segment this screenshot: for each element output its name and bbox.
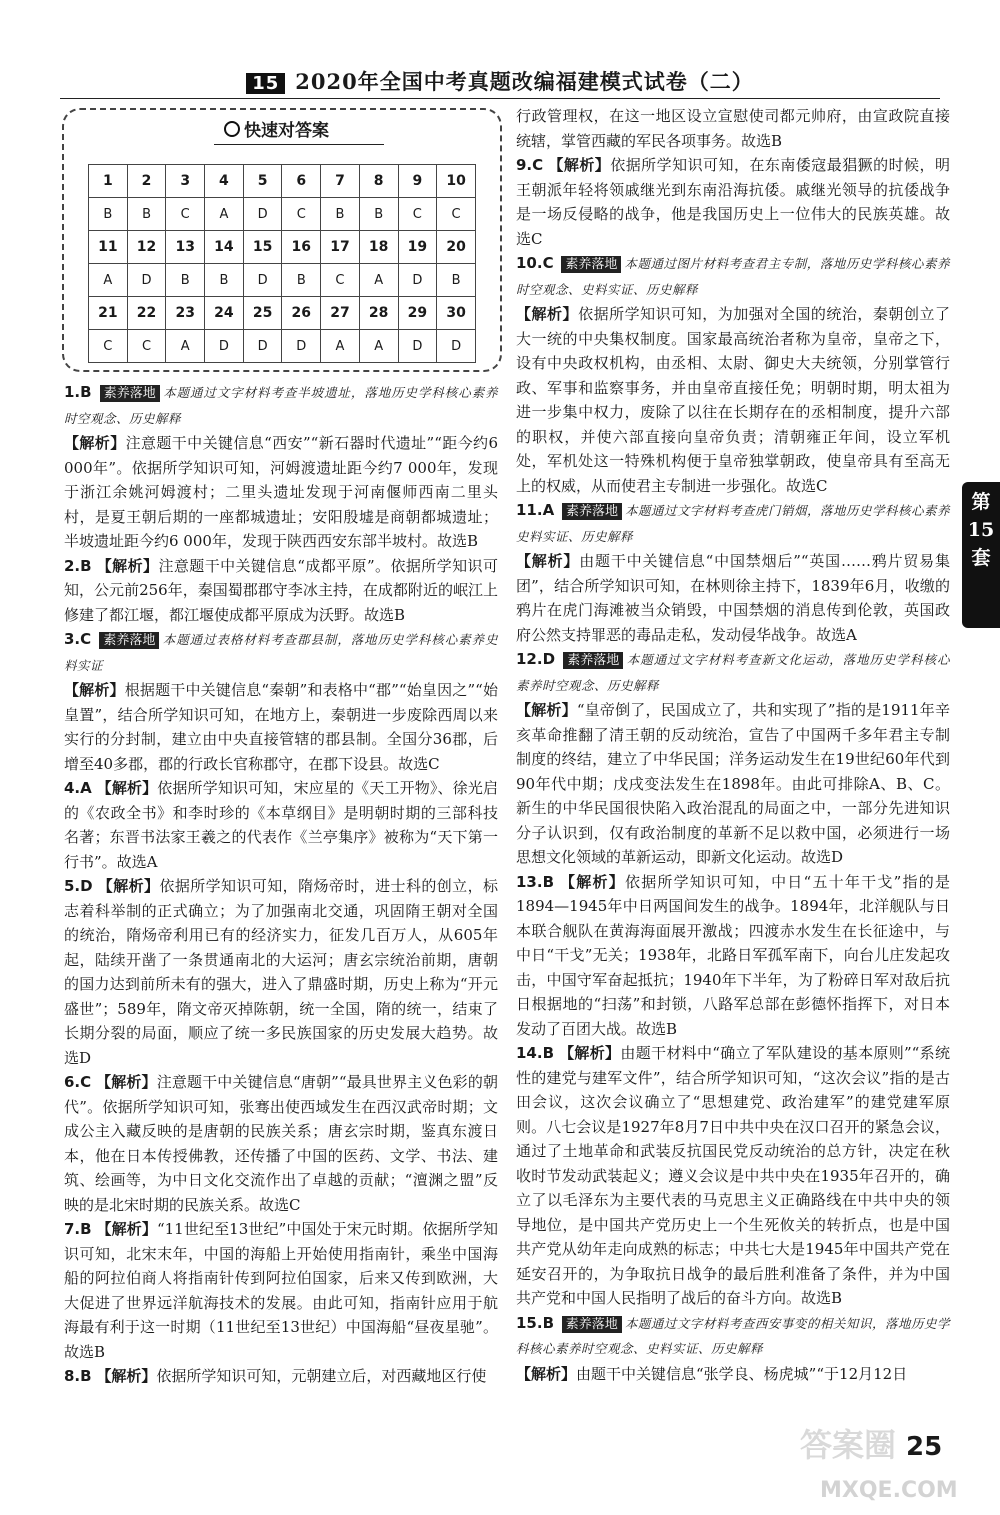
question-number-cell: 9 <box>398 165 437 198</box>
answer-cell: B <box>282 264 321 297</box>
item-body: 【解析】依据所学知识可知，隋炀帝时，进士科的创立，标志着科举制的正式确立；为了加强南北交通，巩固隋王朝对全国的统治，隋炀帝利用已有的经济实力，征发几百万人，从605年起，陆续开凿了一条贯通南北的大运河；唐玄宗统治前期，唐朝的国力达到前所未有的强大，进入了鼎盛时期，历史上称为“开元盛世”；589年，隋文帝灭掉陈朝，统一全国，隋的统一，结束了长期分裂的局面，顺应了统一多民族国家的历史发展大趋势。故选D <box>64 877 498 1067</box>
item-body: 【解析】根据题干中关键信息“秦朝”和表格中“郡”“始皇因之”“始皇置”，结合所学知识可知，在地方上，秦朝进一步废除西周以来实行的分封制，建立由中央直接管辖的郡县制。全国分36郡，后增至40多郡，郡的行政长官称郡守，在郡下设县。故选C <box>64 681 498 773</box>
side-tab: 第15套 <box>962 482 1000 628</box>
answer-title-underline <box>214 144 384 145</box>
item-intro: 本题通过图片材料考查君主专制，落地历史学科核心素养时空观念、史料实证、历史解释 <box>516 256 950 297</box>
question-number-cell: 19 <box>398 231 437 264</box>
item-number: 1.B <box>64 383 92 401</box>
answer-cell: D <box>398 264 437 297</box>
answer-cell: A <box>359 264 398 297</box>
answer-cell: C <box>166 198 205 231</box>
item-number: 10.C <box>516 254 554 272</box>
analysis-marker: 【解析】 <box>516 701 577 719</box>
literacy-tag: 素养落地 <box>563 652 623 669</box>
answer-explanation <box>64 776 498 874</box>
question-number-cell: 16 <box>282 231 321 264</box>
item-body: 行政管理权，在这一地区设立宣慰使司都元帅府，由宣政院直接统辖，掌管西藏的军民各项事务。故选B <box>516 107 950 150</box>
answer-row <box>89 264 476 297</box>
literacy-tag: 素养落地 <box>99 632 159 649</box>
item-intro: 本题通过文字材料考查西安事变的相关知识，落地历史学科核心素养时空观念、史料实证、历史解释 <box>516 1315 950 1356</box>
question-number-cell: 22 <box>127 297 166 330</box>
question-number-cell: 11 <box>89 231 128 264</box>
question-number-cell: 23 <box>166 297 205 330</box>
answer-explanation <box>516 153 950 251</box>
analysis-marker: 【解析】 <box>560 872 625 891</box>
watermark-url: MXQE.COM <box>820 1478 958 1503</box>
test-title: 2020年全国中考真题改编福建模式试卷（二） <box>295 69 754 94</box>
question-number-cell: 27 <box>321 297 360 330</box>
analysis-marker: 【解析】 <box>96 779 158 797</box>
item-body: 【解析】注意题干中关键信息“西安”“新石器时代遗址”“距今约6 000年”。依据所学知识可知，河姆渡遗址距今约7 000年，发现于浙江余姚河姆渡村；二里头遗址发现于河南偃师西南二里头村，是夏王朝后期的一座都城遗址；安阳殷墟是商朝都城遗址；半坡遗址距今约6 000年，发现于陕西西安东部半坡村。故选B <box>64 434 498 550</box>
analysis-marker: 【解析】 <box>516 305 579 323</box>
answer-explanation <box>64 1217 498 1364</box>
item-number: 13.B <box>516 872 555 891</box>
answer-box <box>62 108 502 372</box>
question-number-cell: 20 <box>437 231 476 264</box>
answer-explanation <box>516 251 950 498</box>
question-number-row <box>89 231 476 264</box>
question-number-cell: 15 <box>243 231 282 264</box>
item-number: 2.B <box>64 556 92 575</box>
right-column <box>516 104 950 1386</box>
item-intro: 本题通过表格材料考查郡县制，落地历史学科核心素养史料实证 <box>64 632 498 673</box>
answer-cell: D <box>127 264 166 297</box>
page-number: 25 <box>906 1432 943 1462</box>
answer-explanation <box>516 498 950 647</box>
question-number-cell: 1 <box>89 165 128 198</box>
answer-explanation <box>64 1070 498 1217</box>
answer-cell: C <box>398 198 437 231</box>
analysis-marker: 【解析】 <box>64 434 126 452</box>
answer-cell: D <box>243 330 282 363</box>
answer-cell: D <box>282 330 321 363</box>
item-number: 6.C <box>64 1073 92 1091</box>
question-number-cell: 6 <box>282 165 321 198</box>
test-number-badge: 15 <box>246 73 285 94</box>
answer-cell: A <box>89 264 128 297</box>
answer-cell: C <box>89 330 128 363</box>
item-body: 【解析】依据所学知识可知，宋应星的《天工开物》、徐光启的《农政全书》和李时珍的《本草纲目》是明朝时期的三部科技名著；东晋书法家王羲之的代表作《兰亭集序》被称为“天下第一行书”。故选A <box>64 779 498 871</box>
analysis-marker: 【解析】 <box>96 1367 157 1385</box>
answer-cell: B <box>359 198 398 231</box>
literacy-tag: 素养落地 <box>562 503 622 520</box>
answer-cell: D <box>243 198 282 231</box>
question-number-cell: 26 <box>282 297 321 330</box>
item-number: 5.D <box>64 877 93 895</box>
item-body: 【解析】依据所学知识可知，元朝建立后，对西藏地区行使 <box>96 1367 487 1385</box>
answer-cell: C <box>321 264 360 297</box>
item-number: 4.A <box>64 779 92 797</box>
answer-cell: B <box>437 264 476 297</box>
item-intro: 本题通过文字材料考查新文化运动，落地历史学科核心素养时空观念、历史解释 <box>516 652 950 693</box>
analysis-marker: 【解析】 <box>516 552 580 570</box>
item-body: 【解析】“11世纪至13世纪”中国处于宋元时期。依据所学知识可知，北宋末年，中国的海船上开始使用指南针，乘坐中国海船的阿拉伯商人将指南针传到阿拉伯国家，后来又传到欧洲，大大促进了世界远洋航海技术的发展。由此可知，指南针应用于航海最有利于这一时期（11世纪至13世纪）中国海船“昼夜星驰”。故选B <box>64 1220 498 1361</box>
analysis-marker: 【解析】 <box>548 156 611 174</box>
analysis-marker: 【解析】 <box>97 877 160 895</box>
left-column <box>64 380 498 1389</box>
answer-explanation <box>516 647 950 870</box>
question-number-cell: 5 <box>243 165 282 198</box>
answer-cell: B <box>127 198 166 231</box>
item-body: 【解析】由题干中关键信息“中国禁烟后”“英国……鸦片贸易集团”，结合所学知识可知，在林则徐主持下，1839年6月，收缴的鸦片在虎门海滩被当众销毁，中国禁烟的消息传到伦敦，英国政府公然支持罪恶的毒品走私，发动侵华战争。故选A <box>516 552 950 644</box>
item-number: 15.B <box>516 1313 555 1332</box>
answer-row <box>89 330 476 363</box>
item-intro: 本题通过文字材料考查半坡遗址，落地历史学科核心素养时空观念、历史解释 <box>64 385 498 426</box>
question-number-cell: 12 <box>127 231 166 264</box>
analysis-marker: 【解析】 <box>559 1044 621 1062</box>
answer-cell: B <box>166 264 205 297</box>
answer-cell: D <box>398 330 437 363</box>
question-number-cell: 25 <box>243 297 282 330</box>
item-body: 【解析】由题干中关键信息“张学良、杨虎城”“于12月12日 <box>516 1364 908 1383</box>
answer-explanation <box>516 870 950 1042</box>
answer-explanation <box>64 627 498 776</box>
answer-cell: A <box>205 198 244 231</box>
literacy-tag: 素养落地 <box>562 1316 622 1333</box>
question-number-cell: 10 <box>437 165 476 198</box>
answer-explanation <box>516 1041 950 1311</box>
question-number-cell: 18 <box>359 231 398 264</box>
answer-cell: A <box>321 330 360 363</box>
item-intro: 本题通过文字材料考查虎门销烟，落地历史学科核心素养史料实证、历史解释 <box>516 503 950 544</box>
answer-box-title: 快速对答案 <box>224 116 374 142</box>
item-number: 3.C <box>64 630 92 648</box>
question-number-cell: 17 <box>321 231 360 264</box>
answer-table <box>88 164 476 363</box>
question-number-cell: 29 <box>398 297 437 330</box>
item-number: 7.B <box>64 1220 92 1238</box>
answer-cell: A <box>166 330 205 363</box>
question-number-cell: 7 <box>321 165 360 198</box>
answer-explanation <box>64 874 498 1070</box>
item-body: 【解析】注意题干中关键信息“成都平原”。依据所学知识可知，公元前256年，秦国蜀郡郡守李冰主持，在成都附近的岷江上修建了都江堰，都江堰使成都平原成为沃野。故选B <box>64 556 498 624</box>
question-number-row <box>89 165 476 198</box>
question-number-cell: 3 <box>166 165 205 198</box>
question-number-cell: 14 <box>205 231 244 264</box>
answer-row <box>89 198 476 231</box>
question-number-cell: 13 <box>166 231 205 264</box>
answer-cell: B <box>89 198 128 231</box>
answer-explanation <box>64 554 498 628</box>
item-number: 8.B <box>64 1367 92 1385</box>
question-number-cell: 28 <box>359 297 398 330</box>
item-body: 【解析】由题干材料中“确立了军队建设的基本原则”“系统性的建党与建军文件”，结合所学知识可知，“这次会议”指的是古田会议，这次会议确立了“思想建党、政治建军”的建党建军原则。八七会议是1927年8月7日中共中央在汉口召开的紧急会议，通过了土地革命和武装反抗国民党反动统治的总方针，决定在秋收时节发动武装起义；遵义会议是中共中央在1935年召开的，确立了以毛泽东为主要代表的马克思主义正确路线在中共中央的领导地位，是中国共产党历史上一个生死攸关的转折点，也是中国共产党从幼年走向成熟的标志；中共七大是1945年中国共产党在延安召开的，为争取抗日战争的最后胜利准备了条件，并为中国共产党和中国人民指明了战后的奋斗方向。故选B <box>516 1044 950 1307</box>
question-number-cell: 2 <box>127 165 166 198</box>
literacy-tag: 素养落地 <box>100 385 160 402</box>
item-number: 11.A <box>516 501 555 519</box>
magnifier-icon <box>224 121 240 137</box>
analysis-marker: 【解析】 <box>96 1073 157 1091</box>
analysis-marker: 【解析】 <box>96 1220 157 1238</box>
item-body: 【解析】依据所学知识可知，为加强对全国的统治，秦朝创立了大一统的中央集权制度。国家最高统治者称为皇帝，皇帝之下，设有中央政权机构，由丞相、太尉、御史大夫统领，分别掌管行政、军事和监察事务，并由皇帝直接任免；明朝时期，明太祖为进一步集中权力，废除了以往在长期存在的丞相制度，提升六部的职权，并使六部直接向皇帝负责；清朝雍正年间，设立军机处，军机处这一特殊机构便于皇帝独掌朝政，使皇帝具有至高无上的权威，从而使君主专制进一步强化。故选C <box>516 305 950 495</box>
answer-cell: D <box>437 330 476 363</box>
answer-cell: C <box>282 198 321 231</box>
item-body: 【解析】依据所学知识可知，中日“五十年干戈”指的是1894—1945年中日两国间发生的战争。1894年，北洋舰队与日本联合舰队在黄海海面展开激战；四渡赤水发生在长征途中，与中日“干戈”无关；1938年，北路日军孤军南下，向台儿庄发起攻击，中国守军奋起抵抗；1940年下半年，为了粉碎日军对敌后抗日根据地的“扫荡”和封锁，八路军总部在彭德怀指挥下，对日本发动了百团大战。故选B <box>516 872 950 1038</box>
question-number-cell: 30 <box>437 297 476 330</box>
analysis-marker: 【解析】 <box>64 681 125 699</box>
item-number: 12.D <box>516 650 556 668</box>
question-number-cell: 4 <box>205 165 244 198</box>
item-number: 14.B <box>516 1044 555 1062</box>
item-number: 9.C <box>516 156 544 174</box>
answer-explanation <box>64 1364 498 1389</box>
question-number-cell: 8 <box>359 165 398 198</box>
answer-cell: D <box>205 330 244 363</box>
literacy-tag: 素养落地 <box>561 256 621 273</box>
answer-cell: C <box>127 330 166 363</box>
answer-cell: A <box>359 330 398 363</box>
answer-explanation <box>516 104 950 153</box>
question-number-cell: 21 <box>89 297 128 330</box>
analysis-marker: 【解析】 <box>96 556 159 575</box>
answer-explanation <box>64 380 498 554</box>
answer-cell: B <box>321 198 360 231</box>
item-body: 【解析】依据所学知识可知，在东南倭寇最猖獗的时候，明王朝派年轻将领戚继光到东南沿海抗倭。戚继光领导的抗倭战争是一场反侵略的战争，他是我国历史上一位伟大的民族英雄。故选C <box>516 156 950 248</box>
answer-cell: D <box>243 264 282 297</box>
item-body: 【解析】“皇帝倒了，民国成立了，共和实现了”指的是1911年辛亥革命推翻了清王朝的反动统治，宣告了中国两千多年君主专制制度的终结，建立了中华民国；洋务运动发生在19世纪60年代到90年代中期；戊戌变法发生在1898年。由此可排除A、B、C。新生的中华民国很快陷入政治混乱的局面之中，一部分先进知识分子认识到，仅有政治制度的革新不足以救中国，必须进行一场思想文化领域的革新运动，即新文化运动。故选D <box>516 701 950 866</box>
question-number-cell: 24 <box>205 297 244 330</box>
answer-cell: C <box>437 198 476 231</box>
question-number-row <box>89 297 476 330</box>
analysis-marker: 【解析】 <box>516 1364 577 1383</box>
answer-explanation <box>516 1311 950 1387</box>
answer-cell: B <box>205 264 244 297</box>
header-rule <box>60 98 940 99</box>
page-header <box>0 66 1000 96</box>
item-body: 【解析】注意题干中关键信息“唐朝”“最具世界主义色彩的朝代”。依据所学知识可知，张骞出使西域发生在西汉武帝时期；文成公主入藏反映的是唐朝的民族关系；唐玄宗时期，鉴真东渡日本，他在日本传授佛教，还传播了中国的医药、文学、书法、建筑、绘画等，为中日文化交流作出了卓越的贡献；“澶渊之盟”反映的是北宋时期的民族关系。故选C <box>64 1073 498 1214</box>
watermark-logo: 答案圈 <box>800 1426 897 1464</box>
